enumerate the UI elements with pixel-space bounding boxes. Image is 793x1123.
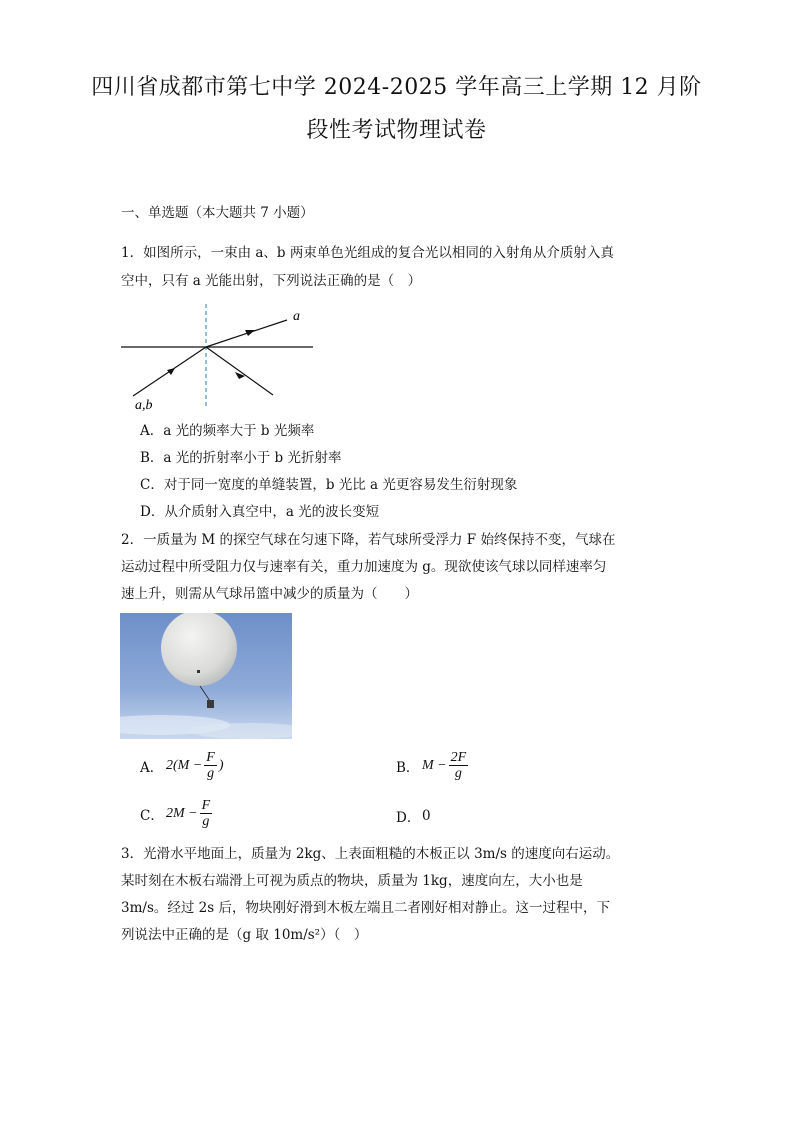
q1-stem-line2: 空中，只有 a 光能出射，下列说法正确的是（ ） xyxy=(121,273,422,289)
q1-option-b: B．a 光的折射率小于 b 光折射率 xyxy=(140,450,342,466)
reflected-arrow-icon xyxy=(235,372,245,379)
label-a: a xyxy=(293,309,300,324)
q3-stem-line3: 3m/s。经过 2s 后，物块刚好滑到木板左端且二者刚好相对静止。这一过程中，下 xyxy=(121,900,610,916)
refracted-arrow-icon xyxy=(245,330,255,336)
q2-balloon-photo xyxy=(120,613,292,739)
balloon-shape xyxy=(161,613,237,686)
reflected-ray xyxy=(206,347,273,395)
q1-refraction-diagram xyxy=(115,300,320,415)
q2-stem-line1: 2．一质量为 M 的探空气球在匀速下降，若气球所受浮力 F 始终保持不变，气球在 xyxy=(121,532,616,548)
document-title-line2: 段性考试物理试卷 xyxy=(306,118,487,143)
q1-option-c: C．对于同一宽度的单缝装置，b 光比 a 光更容易发生衍射现象 xyxy=(140,477,518,493)
q2-stem-line2: 运动过程中所受阻力仅与速率有关，重力加速度为 g。现欲使该气球以同样速率匀 xyxy=(121,559,607,575)
section-heading: 一、单选题（本大题共 7 小题） xyxy=(121,205,314,221)
gondola-shape xyxy=(207,700,214,708)
q2-stem-line3: 速上升，则需从气球吊篮中减少的质量为（ ） xyxy=(121,586,418,602)
q3-stem-line1: 3．光滑水平地面上，质量为 2kg、上表面粗糙的木板正以 3m/s 的速度向右运动。 xyxy=(121,846,620,862)
q2-option-b: B． M − $\frac{2F}{g}$ xyxy=(396,750,467,781)
document-title-line1: 四川省成都市第七中学 2024-2025 学年高三上学期 12 月阶 xyxy=(91,75,702,100)
q2-option-c: C． 2M − $\frac{F}{g}$ xyxy=(140,798,211,829)
incident-arrow-icon xyxy=(167,368,175,375)
q3-stem-line4: 列说法中正确的是（g 取 10m/s²）（ ） xyxy=(121,927,368,943)
label-ab: a,b xyxy=(135,398,153,413)
q1-stem-line1: 1．如图所示，一束由 a、b 两束单色光组成的复合光以相同的入射角从介质射入真 xyxy=(121,245,614,261)
q1-option-d: D．从介质射入真空中，a 光的波长变短 xyxy=(140,504,380,520)
q1-option-a: A．a 光的频率大于 b 光频率 xyxy=(140,423,315,439)
q2-option-a: A． 2(M − $\frac{F}{g}$ ) xyxy=(140,750,224,781)
q2-option-d: D． 0 xyxy=(396,808,431,826)
refracted-ray-a xyxy=(206,320,287,347)
q3-stem-line2: 某时刻在木板右端滑上可视为质点的物块，质量为 1kg，速度向左，大小也是 xyxy=(121,873,583,889)
